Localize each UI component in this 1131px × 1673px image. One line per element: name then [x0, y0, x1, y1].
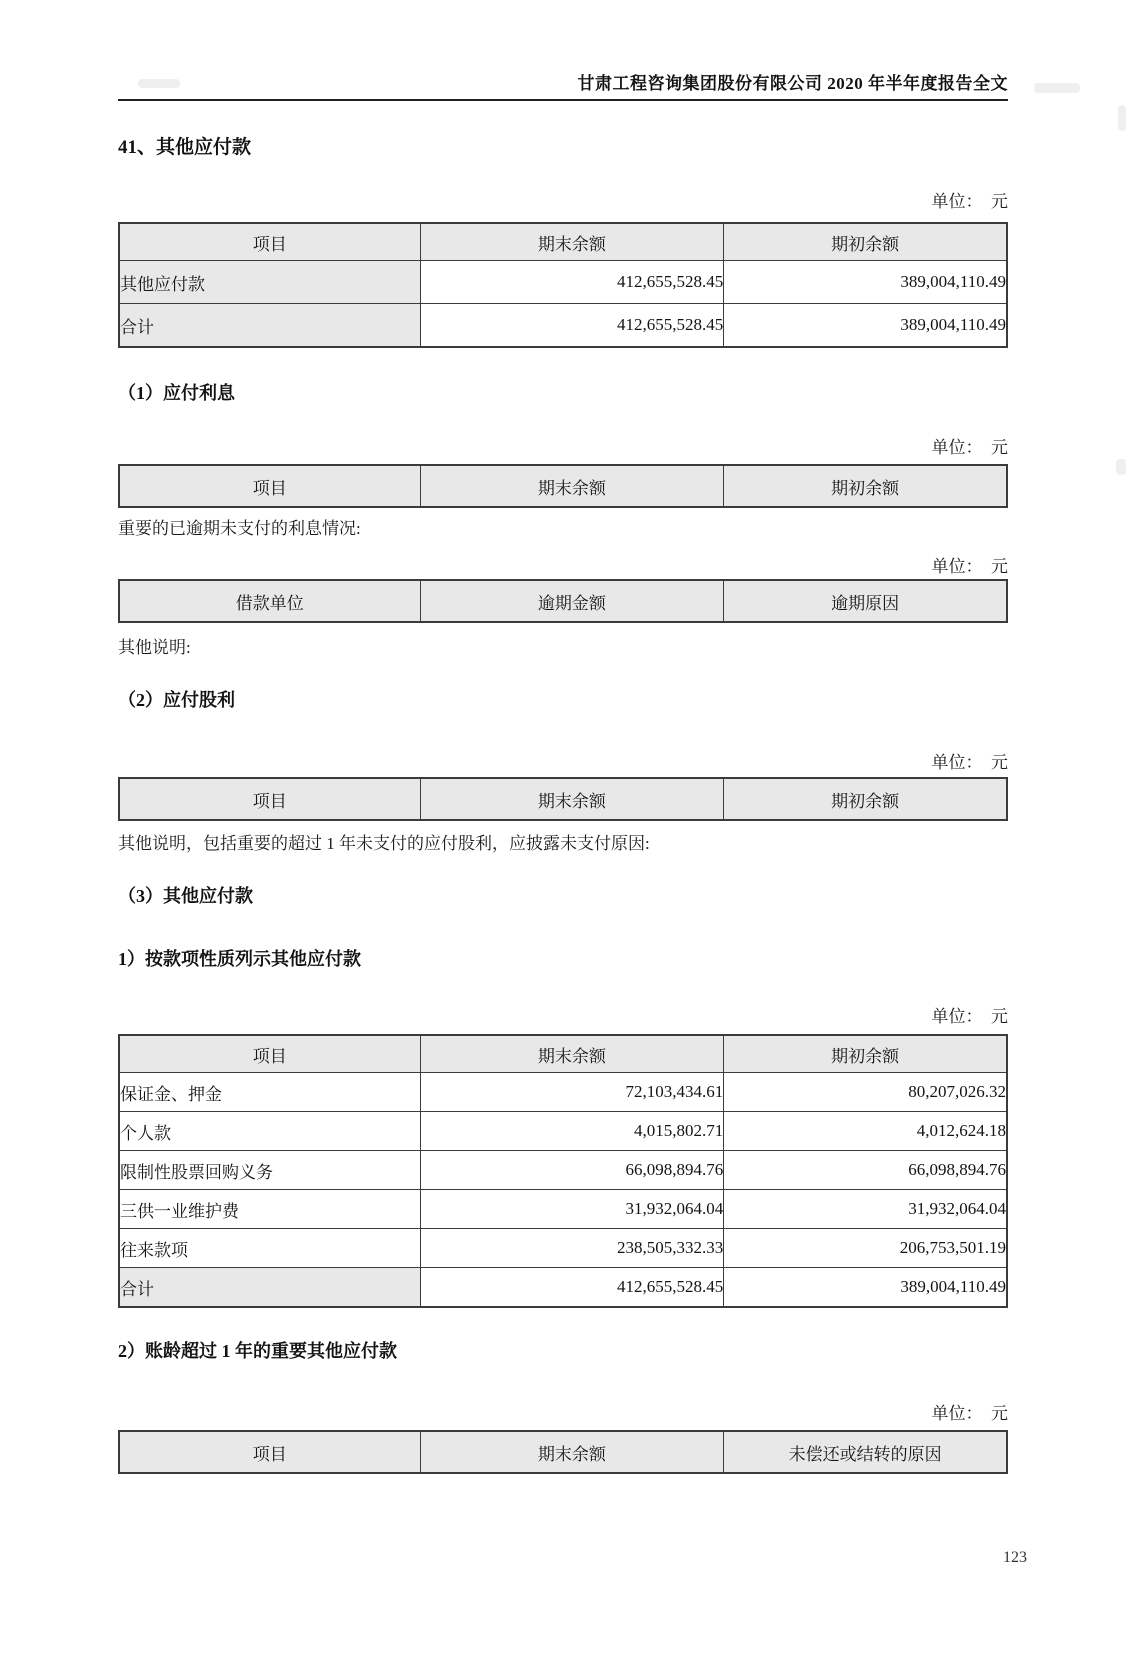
- value-cell: 389,004,110.49: [724, 1268, 1007, 1308]
- table-header-row: [119, 778, 1007, 820]
- value-cell: 66,098,894.76: [420, 1151, 724, 1190]
- unit-label: 单位： 元: [931, 192, 1008, 211]
- table-row: [119, 261, 1007, 304]
- row-label-cell: 保证金、押金: [119, 1073, 420, 1112]
- column-header: 项目: [119, 465, 420, 507]
- value-cell: 31,932,064.04: [420, 1190, 724, 1229]
- table-header-row: [119, 1035, 1007, 1073]
- column-header: 未偿还或结转的原因: [724, 1431, 1007, 1473]
- value-cell: 80,207,026.32: [724, 1073, 1007, 1112]
- row-label-cell: 三供一业维护费: [119, 1190, 420, 1229]
- value-cell: 389,004,110.49: [724, 261, 1007, 304]
- value-cell: 31,932,064.04: [724, 1190, 1007, 1229]
- header-divider-line: [118, 99, 1008, 101]
- column-header: 期末余额: [420, 223, 724, 261]
- unit-label: 单位： 元: [931, 1404, 1008, 1423]
- column-header: 期初余额: [724, 223, 1007, 261]
- unit-label: 单位： 元: [931, 557, 1008, 576]
- column-header: 项目: [119, 778, 420, 820]
- section-3-1-title: 1）按款项性质列示其他应付款: [118, 949, 361, 969]
- value-cell: 412,655,528.45: [420, 304, 724, 348]
- other-notes-label: 其他说明:: [118, 638, 191, 657]
- row-label-cell: 合计: [119, 304, 420, 348]
- overdue-interest-table: [118, 579, 1008, 623]
- column-header: 期初余额: [724, 465, 1007, 507]
- value-cell: 4,015,802.71: [420, 1112, 724, 1151]
- section-41-title: 41、其他应付款: [118, 137, 252, 158]
- unit-label: 单位： 元: [931, 1007, 1008, 1026]
- value-cell: 4,012,624.18: [724, 1112, 1007, 1151]
- table-row: [119, 1151, 1007, 1190]
- interest-payable-table: [118, 464, 1008, 508]
- value-cell: 412,655,528.45: [420, 261, 724, 304]
- row-label-cell: 个人款: [119, 1112, 420, 1151]
- column-header: 项目: [119, 1035, 420, 1073]
- table-row: [119, 304, 1007, 348]
- value-cell: 72,103,434.61: [420, 1073, 724, 1112]
- value-cell: 206,753,501.19: [724, 1229, 1007, 1268]
- value-cell: 412,655,528.45: [420, 1268, 724, 1308]
- row-label-cell: 限制性股票回购义务: [119, 1151, 420, 1190]
- table-row: [119, 1112, 1007, 1151]
- value-cell: 66,098,894.76: [724, 1151, 1007, 1190]
- column-header: 逾期原因: [724, 580, 1007, 622]
- table-header-row: [119, 1431, 1007, 1473]
- other-payables-by-nature-table: [118, 1034, 1008, 1308]
- table-header-row: [119, 580, 1007, 622]
- document-page: [0, 73, 1131, 1474]
- unit-label: 单位： 元: [931, 753, 1008, 772]
- dividends-payable-table: [118, 777, 1008, 821]
- table-header-row: [119, 223, 1007, 261]
- column-header: 期初余额: [724, 778, 1007, 820]
- report-header-title: 甘肃工程咨询集团股份有限公司 2020 年半年度报告全文: [577, 74, 1008, 93]
- table-row: [119, 1073, 1007, 1112]
- table-row: [119, 1190, 1007, 1229]
- section-1-title: （1）应付利息: [118, 383, 235, 403]
- table-row: [119, 1229, 1007, 1268]
- column-header: 项目: [119, 1431, 420, 1473]
- section-2-title: （2）应付股利: [118, 690, 235, 710]
- dividends-note: 其他说明，包括重要的超过 1 年未支付的应付股利，应披露未支付原因:: [118, 834, 650, 853]
- over-one-year-payables-table: [118, 1430, 1008, 1474]
- column-header: 逾期金额: [420, 580, 724, 622]
- value-cell: 389,004,110.49: [724, 304, 1007, 348]
- section-3-title: （3）其他应付款: [118, 886, 253, 906]
- column-header: 借款单位: [119, 580, 420, 622]
- column-header: 期末余额: [420, 1431, 724, 1473]
- value-cell: 238,505,332.33: [420, 1229, 724, 1268]
- overdue-interest-note: 重要的已逾期未支付的利息情况:: [118, 519, 361, 538]
- column-header: 期末余额: [420, 465, 724, 507]
- column-header: 项目: [119, 223, 420, 261]
- section-3-2-title: 2）账龄超过 1 年的重要其他应付款: [118, 1341, 397, 1361]
- column-header: 期末余额: [420, 778, 724, 820]
- row-label-cell: 其他应付款: [119, 261, 420, 304]
- unit-label: 单位： 元: [931, 438, 1008, 457]
- row-label-cell: 往来款项: [119, 1229, 420, 1268]
- page-number: 123: [1003, 1549, 1027, 1566]
- table-header-row: [119, 465, 1007, 507]
- other-payables-summary-table: [118, 222, 1008, 348]
- column-header: 期末余额: [420, 1035, 724, 1073]
- column-header: 期初余额: [724, 1035, 1007, 1073]
- row-label-cell: 合计: [119, 1268, 420, 1308]
- table-row: [119, 1268, 1007, 1308]
